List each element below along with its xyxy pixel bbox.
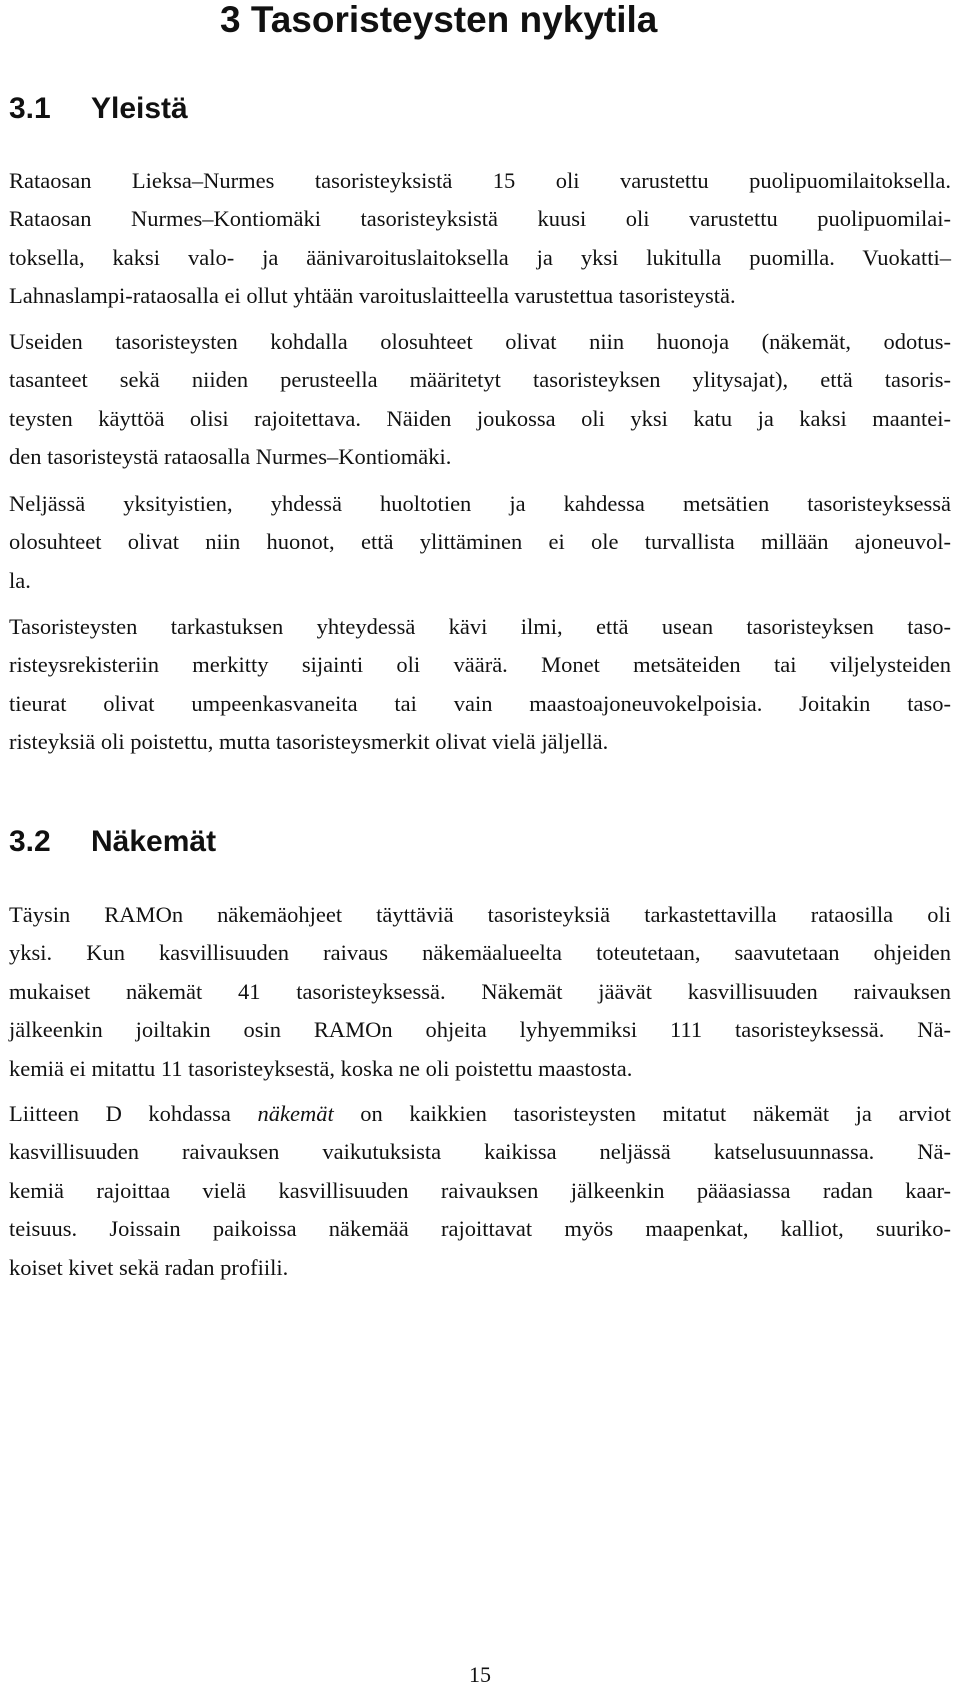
text-line: yksi. Kun kasvillisuuden raivaus näkemäalueelta toteutetaan, saavutetaan ohjeiden bbox=[9, 940, 951, 966]
text-line: risteysrekisteriin merkitty sijainti oli väärä. Monet metsäteiden tai viljelysteiden bbox=[9, 652, 951, 678]
text-line: Täysin RAMOn näkemäohjeet täyttäviä tasoristeyksiä tarkastettavilla rataosilla oli bbox=[9, 902, 951, 927]
text-line: Neljässä yksityistien, yhdessä huoltotien ja kahdessa metsätien tasoristeyksessä bbox=[9, 491, 951, 516]
text-line: Rataosan Lieksa–Nurmes tasoristeyksistä 15 oli varustettu puolipuomilaitoksella. bbox=[9, 168, 951, 193]
paragraph bbox=[9, 896, 951, 1088]
text-run: Liitteen D kohdassa bbox=[9, 1101, 258, 1126]
paragraph bbox=[9, 162, 951, 316]
chapter-title: 3 Tasoristeysten nykytila bbox=[220, 0, 658, 40]
section-number: 3.1 bbox=[9, 92, 51, 125]
section-heading-nakemat bbox=[9, 824, 216, 860]
text-run: on kaikkien tasoristeysten mitatut näkemät ja arviot bbox=[333, 1101, 951, 1126]
section-title-text: Yleistä bbox=[91, 92, 188, 125]
text-line: olosuhteet olivat niin huonot, että ylittäminen ei ole turvallista millään ajoneuvol- bbox=[9, 529, 951, 555]
italic-term: näkemät bbox=[257, 1101, 334, 1126]
text-line: tasanteet sekä niiden perusteella määritetyt tasoristeyksen ylitysajat), että tasoris- bbox=[9, 367, 951, 393]
section-number: 3.2 bbox=[9, 825, 51, 858]
section-heading-yleista bbox=[9, 91, 188, 127]
paragraph bbox=[9, 1095, 951, 1287]
text-line: teysten käyttöä olisi rajoitettava. Näiden joukossa oli yksi katu ja kaksi maantei- bbox=[9, 405, 951, 431]
text-line: tieurat olivat umpeenkasvaneita tai vain maastoajoneuvokelpoisia. Joitakin taso- bbox=[9, 690, 951, 716]
paragraph bbox=[9, 323, 951, 477]
text-line: Useiden tasoristeysten kohdalla olosuhteet olivat niin huonoja (näkemät, odotus- bbox=[9, 329, 951, 354]
text-line: teisuus. Joissain paikoissa näkemää rajoittavat myös maapenkat, kalliot, suuriko- bbox=[9, 1216, 951, 1242]
text-line: jälkeenkin joiltakin osin RAMOn ohjeita lyhyemmiksi 111 tasoristeyksessä. Nä- bbox=[9, 1017, 951, 1043]
page-number: 15 bbox=[469, 1662, 491, 1687]
text-line: kemiä ei mitattu 11 tasoristeyksestä, koska ne oli poistettu maastosta. bbox=[9, 1055, 633, 1081]
text-line: toksella, kaksi valo- ja äänivaroituslaitoksella ja yksi lukitulla puomilla. Vuokatti– bbox=[9, 244, 951, 270]
text-line: risteyksiä oli poistettu, mutta tasoristeysmerkit olivat vielä jäljellä. bbox=[9, 729, 609, 755]
text-line: Tasoristeysten tarkastuksen yhteydessä kävi ilmi, että usean tasoristeyksen taso- bbox=[9, 614, 951, 639]
text-line: kemiä rajoittaa vielä kasvillisuuden raivauksen jälkeenkin pääasiassa radan kaar- bbox=[9, 1177, 951, 1203]
text-line: koiset kivet sekä radan profiili. bbox=[9, 1254, 289, 1280]
text-line: la. bbox=[9, 567, 31, 593]
text-line bbox=[9, 1095, 951, 1133]
paragraph bbox=[9, 485, 951, 600]
text-line: mukaiset näkemät 41 tasoristeyksessä. Näkemät jäävät kasvillisuuden raivauksen bbox=[9, 978, 951, 1004]
text-line: Rataosan Nurmes–Kontiomäki tasoristeyksistä kuusi oli varustettu puolipuomilai- bbox=[9, 206, 951, 232]
section-title-text: Näkemät bbox=[91, 825, 217, 858]
text-line: den tasoristeystä rataosalla Nurmes–Kontiomäki. bbox=[9, 444, 452, 470]
text-line: Lahnaslampi-rataosalla ei ollut yhtään varoituslaitteella varustettua tasoristeystä. bbox=[9, 283, 736, 309]
text-line: kasvillisuuden raivauksen vaikutuksista kaikissa neljässä katselusuunnassa. Nä- bbox=[9, 1139, 951, 1165]
paragraph bbox=[9, 608, 951, 762]
